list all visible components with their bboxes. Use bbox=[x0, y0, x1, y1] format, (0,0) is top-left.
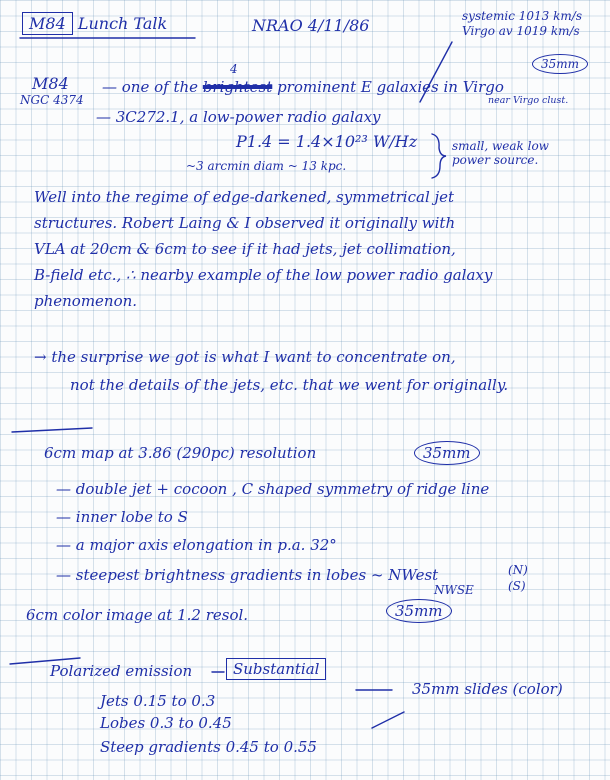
format-badge-color-text: 35mm bbox=[386, 599, 452, 623]
section-divider-1 bbox=[12, 428, 92, 432]
polarization-row-lobes: Lobes 0.3 to 0.45 bbox=[100, 714, 232, 732]
paragraph-1-line-5: phenomenon. bbox=[34, 292, 138, 310]
paragraph-2-line-2: not the details of the jets, etc. that we went for originally. bbox=[70, 376, 509, 394]
map-side-label-1: NWSE bbox=[434, 583, 474, 597]
format-badge-color bbox=[386, 604, 452, 619]
polarization-heading: Polarized emission bbox=[50, 662, 193, 680]
paragraph-1-line-4: B-field etc., ∴ nearby example of the low power radio galaxy bbox=[34, 266, 493, 284]
header-venue-date: NRAO 4/11/86 bbox=[252, 16, 370, 35]
header-title-rest: Lunch Talk bbox=[77, 14, 168, 33]
intro-line-4: ~3 arcmin diam ~ 13 kpc. bbox=[186, 159, 347, 173]
paragraph-1-line-1: Well into the regime of edge-darkened, symmetrical jet bbox=[34, 188, 455, 206]
intro-line-1-scratched: brightest bbox=[202, 78, 273, 96]
slides-note: 35mm slides (color) bbox=[412, 680, 563, 698]
intro-line-1 bbox=[102, 80, 504, 95]
polarization-row-jets: Jets 0.15 to 0.3 bbox=[100, 692, 216, 710]
velocity-note-virgo: Virgo av 1019 km/s bbox=[462, 24, 580, 38]
format-badge-map-text: 35mm bbox=[414, 441, 480, 465]
map-item-3: — a major axis elongation in p.a. 32° bbox=[56, 536, 337, 554]
format-badge-intro-text: 35mm bbox=[532, 54, 588, 74]
intro-line-1-insert: 4 bbox=[230, 62, 238, 76]
color-image-line: 6cm color image at 1.2 resol. bbox=[26, 606, 249, 624]
intro-brace bbox=[432, 134, 446, 178]
intro-line-1-rest: prominent E galaxies in Virgo bbox=[277, 78, 504, 96]
paragraph-1-line-3: VLA at 20cm & 6cm to see if it had jets, jet collimation, bbox=[34, 240, 456, 258]
polarization-boxed-text: Substantial bbox=[226, 658, 326, 680]
map-side-label-3: (S) bbox=[508, 579, 526, 593]
polarization-boxed bbox=[226, 662, 326, 677]
format-badge-intro bbox=[532, 58, 588, 70]
object-name: M84 bbox=[32, 74, 69, 93]
map-heading: 6cm map at 3.86 (290pc) resolution bbox=[44, 444, 317, 462]
brace-note-2: power source. bbox=[452, 153, 539, 167]
intro-line-3: P1.4 = 1.4×10²³ W/Hz bbox=[236, 132, 418, 151]
velocity-note-systemic: systemic 1013 km/s bbox=[462, 9, 582, 23]
map-item-1: — double jet + cocoon , C shaped symmetry of ridge line bbox=[56, 480, 490, 498]
slides-pointer-2 bbox=[372, 712, 404, 728]
polarization-row-gradients: Steep gradients 0.45 to 0.55 bbox=[100, 738, 317, 756]
object-alt-name: NGC 4374 bbox=[20, 93, 84, 107]
paragraph-2-line-1: → the surprise we got is what I want to concentrate on, bbox=[34, 348, 456, 366]
map-side-label-2: (N) bbox=[508, 563, 528, 577]
header-title bbox=[22, 16, 167, 32]
intro-line-2: — 3C272.1, a low-power radio galaxy bbox=[96, 108, 381, 126]
intro-line-1-prefix: — one of the bbox=[102, 78, 199, 96]
header-title-object: M84 bbox=[22, 12, 73, 35]
paragraph-1-line-2: structures. Robert Laing & I observed it originally with bbox=[34, 214, 456, 232]
format-badge-map bbox=[414, 446, 480, 461]
map-item-2: — inner lobe to S bbox=[56, 508, 188, 526]
map-item-4: — steepest brightness gradients in lobes ~ NWest bbox=[56, 566, 439, 584]
brace-note-1: small, weak low bbox=[452, 139, 549, 153]
intro-line-1-note: near Virgo clust. bbox=[488, 95, 569, 106]
